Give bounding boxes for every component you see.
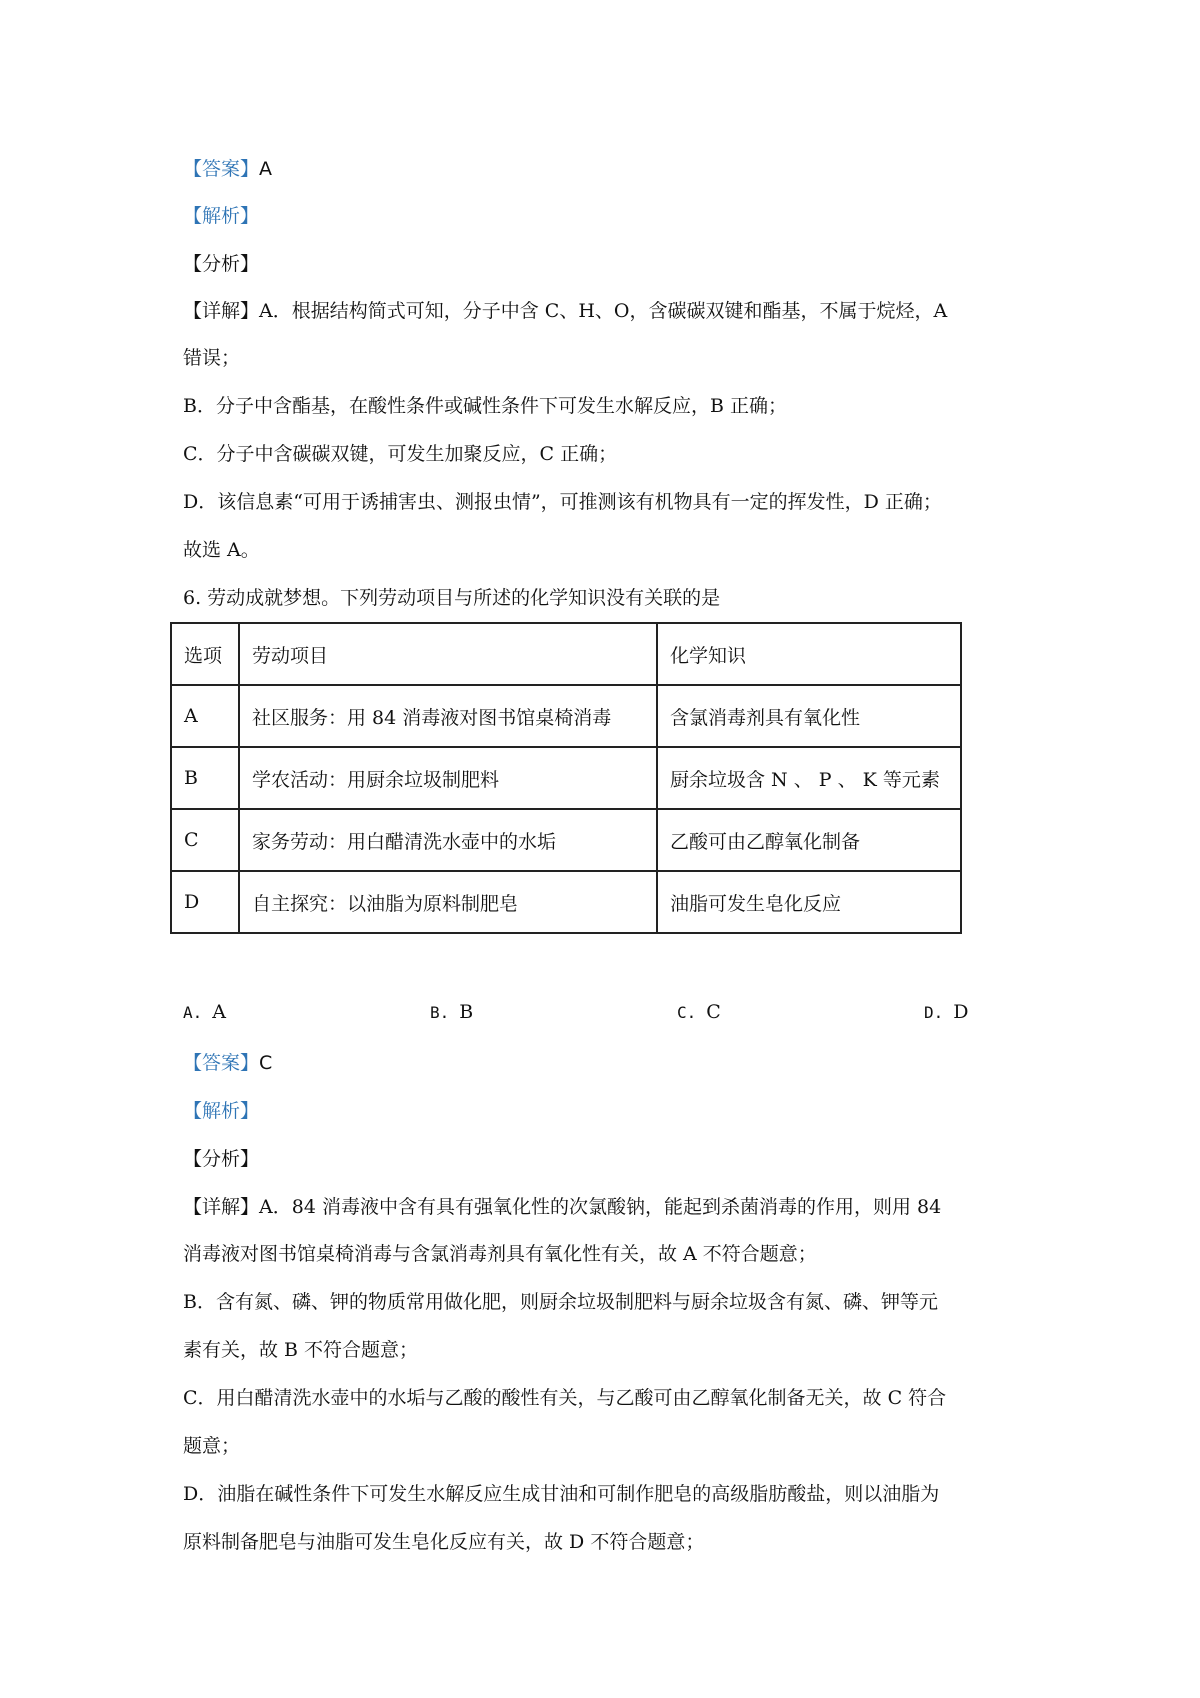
detail-text: A．根据结构简式可知，分子中含 C、H、O，含碳碳双键和酯基，不属于烷烃，A xyxy=(259,300,948,322)
header-cell: 化学知识 xyxy=(657,623,961,685)
option-key: C. xyxy=(677,1003,697,1022)
conclusion: 故选 A。 xyxy=(183,539,260,561)
question-stem: 6. 劳动成就梦想。下列劳动项目与所述的化学知识没有关联的是 xyxy=(183,587,721,609)
table-row xyxy=(171,747,961,809)
option-value: D xyxy=(953,1001,969,1023)
header-cell: 选项 xyxy=(171,623,239,685)
table-cell: 厨余垃圾含 N 、 P 、 K 等元素 xyxy=(657,747,961,809)
option-value: B xyxy=(459,1001,474,1023)
option-key: D. xyxy=(924,1003,944,1022)
option-b-explanation: B．分子中含酯基，在酸性条件或碱性条件下可发生水解反应，B 正确； xyxy=(183,395,787,417)
answer-value: C xyxy=(259,1052,273,1074)
detail-text: A．84 消毒液中含有具有强氧化性的次氯酸钠，能起到杀菌消毒的作用，则用 84 xyxy=(259,1196,942,1218)
table-cell: C xyxy=(171,809,239,871)
analysis-tag: 【解析】 xyxy=(183,205,260,227)
option-c-explanation-cont: 题意； xyxy=(183,1435,241,1457)
answer-value: A xyxy=(259,158,273,180)
table-cell: A xyxy=(171,685,239,747)
answer-tag: 【答案】 xyxy=(183,158,260,180)
table-row xyxy=(171,871,961,933)
option-b-explanation: B．含有氮、磷、钾的物质常用做化肥，则厨余垃圾制肥料与厨余垃圾含有氮、磷、钾等元 xyxy=(183,1291,938,1313)
detail-line xyxy=(183,297,947,325)
option-c xyxy=(677,998,721,1027)
option-a xyxy=(183,998,226,1027)
detail-tag: 【详解】 xyxy=(183,1196,260,1218)
table-cell: 油脂可发生皂化反应 xyxy=(657,871,961,933)
option-c-explanation: C．分子中含碳碳双键，可发生加聚反应，C 正确； xyxy=(183,443,618,465)
analysis-tag: 【解析】 xyxy=(183,1100,260,1122)
table-cell: D xyxy=(171,871,239,933)
option-b-explanation-cont: 素有关，故 B 不符合题意； xyxy=(183,1339,419,1361)
table-row xyxy=(171,809,961,871)
table-cell: 自主探究：以油脂为原料制肥皂 xyxy=(239,871,657,933)
option-d-explanation: D．该信息素“可用于诱捕害虫、测报虫情”，可推测该有机物具有一定的挥发性，D 正确； xyxy=(183,491,942,513)
table-row xyxy=(171,685,961,747)
answer-line xyxy=(183,155,272,183)
option-b xyxy=(430,998,473,1027)
option-d-explanation-cont: 原料制备肥皂与油脂可发生皂化反应有关，故 D 不符合题意； xyxy=(183,1531,705,1553)
detail-line xyxy=(183,1193,941,1221)
option-d-explanation: D．油脂在碱性条件下可发生水解反应生成甘油和可制作肥皂的高级脂肪酸盐，则以油脂为 xyxy=(183,1483,940,1505)
table-cell: 乙酸可由乙醇氧化制备 xyxy=(657,809,961,871)
table-header-row xyxy=(171,623,961,685)
answer-line xyxy=(183,1049,272,1077)
question-table xyxy=(170,622,962,934)
option-value: C xyxy=(706,1001,721,1023)
detail-text-cont: 错误； xyxy=(183,347,241,369)
table-cell: 学农活动：用厨余垃圾制肥料 xyxy=(239,747,657,809)
answer-tag: 【答案】 xyxy=(183,1052,260,1074)
table-cell: 含氯消毒剂具有氧化性 xyxy=(657,685,961,747)
detail-text-cont: 消毒液对图书馆桌椅消毒与含氯消毒剂具有氧化性有关，故 A 不符合题意； xyxy=(183,1243,817,1265)
table-cell: 社区服务：用 84 消毒液对图书馆桌椅消毒 xyxy=(239,685,657,747)
header-cell: 劳动项目 xyxy=(239,623,657,685)
option-c-explanation: C．用白醋清洗水壶中的水垢与乙酸的酸性有关，与乙酸可由乙醇氧化制备无关，故 C 符合 xyxy=(183,1387,947,1409)
option-d xyxy=(924,998,969,1027)
option-value: A xyxy=(212,1001,226,1023)
fenxi-tag: 【分析】 xyxy=(183,253,260,275)
option-key: B. xyxy=(430,1003,450,1022)
table-cell: 家务劳动：用白醋清洗水壶中的水垢 xyxy=(239,809,657,871)
option-key: A. xyxy=(183,1003,203,1022)
detail-tag: 【详解】 xyxy=(183,300,260,322)
fenxi-tag: 【分析】 xyxy=(183,1148,260,1170)
table-cell: B xyxy=(171,747,239,809)
